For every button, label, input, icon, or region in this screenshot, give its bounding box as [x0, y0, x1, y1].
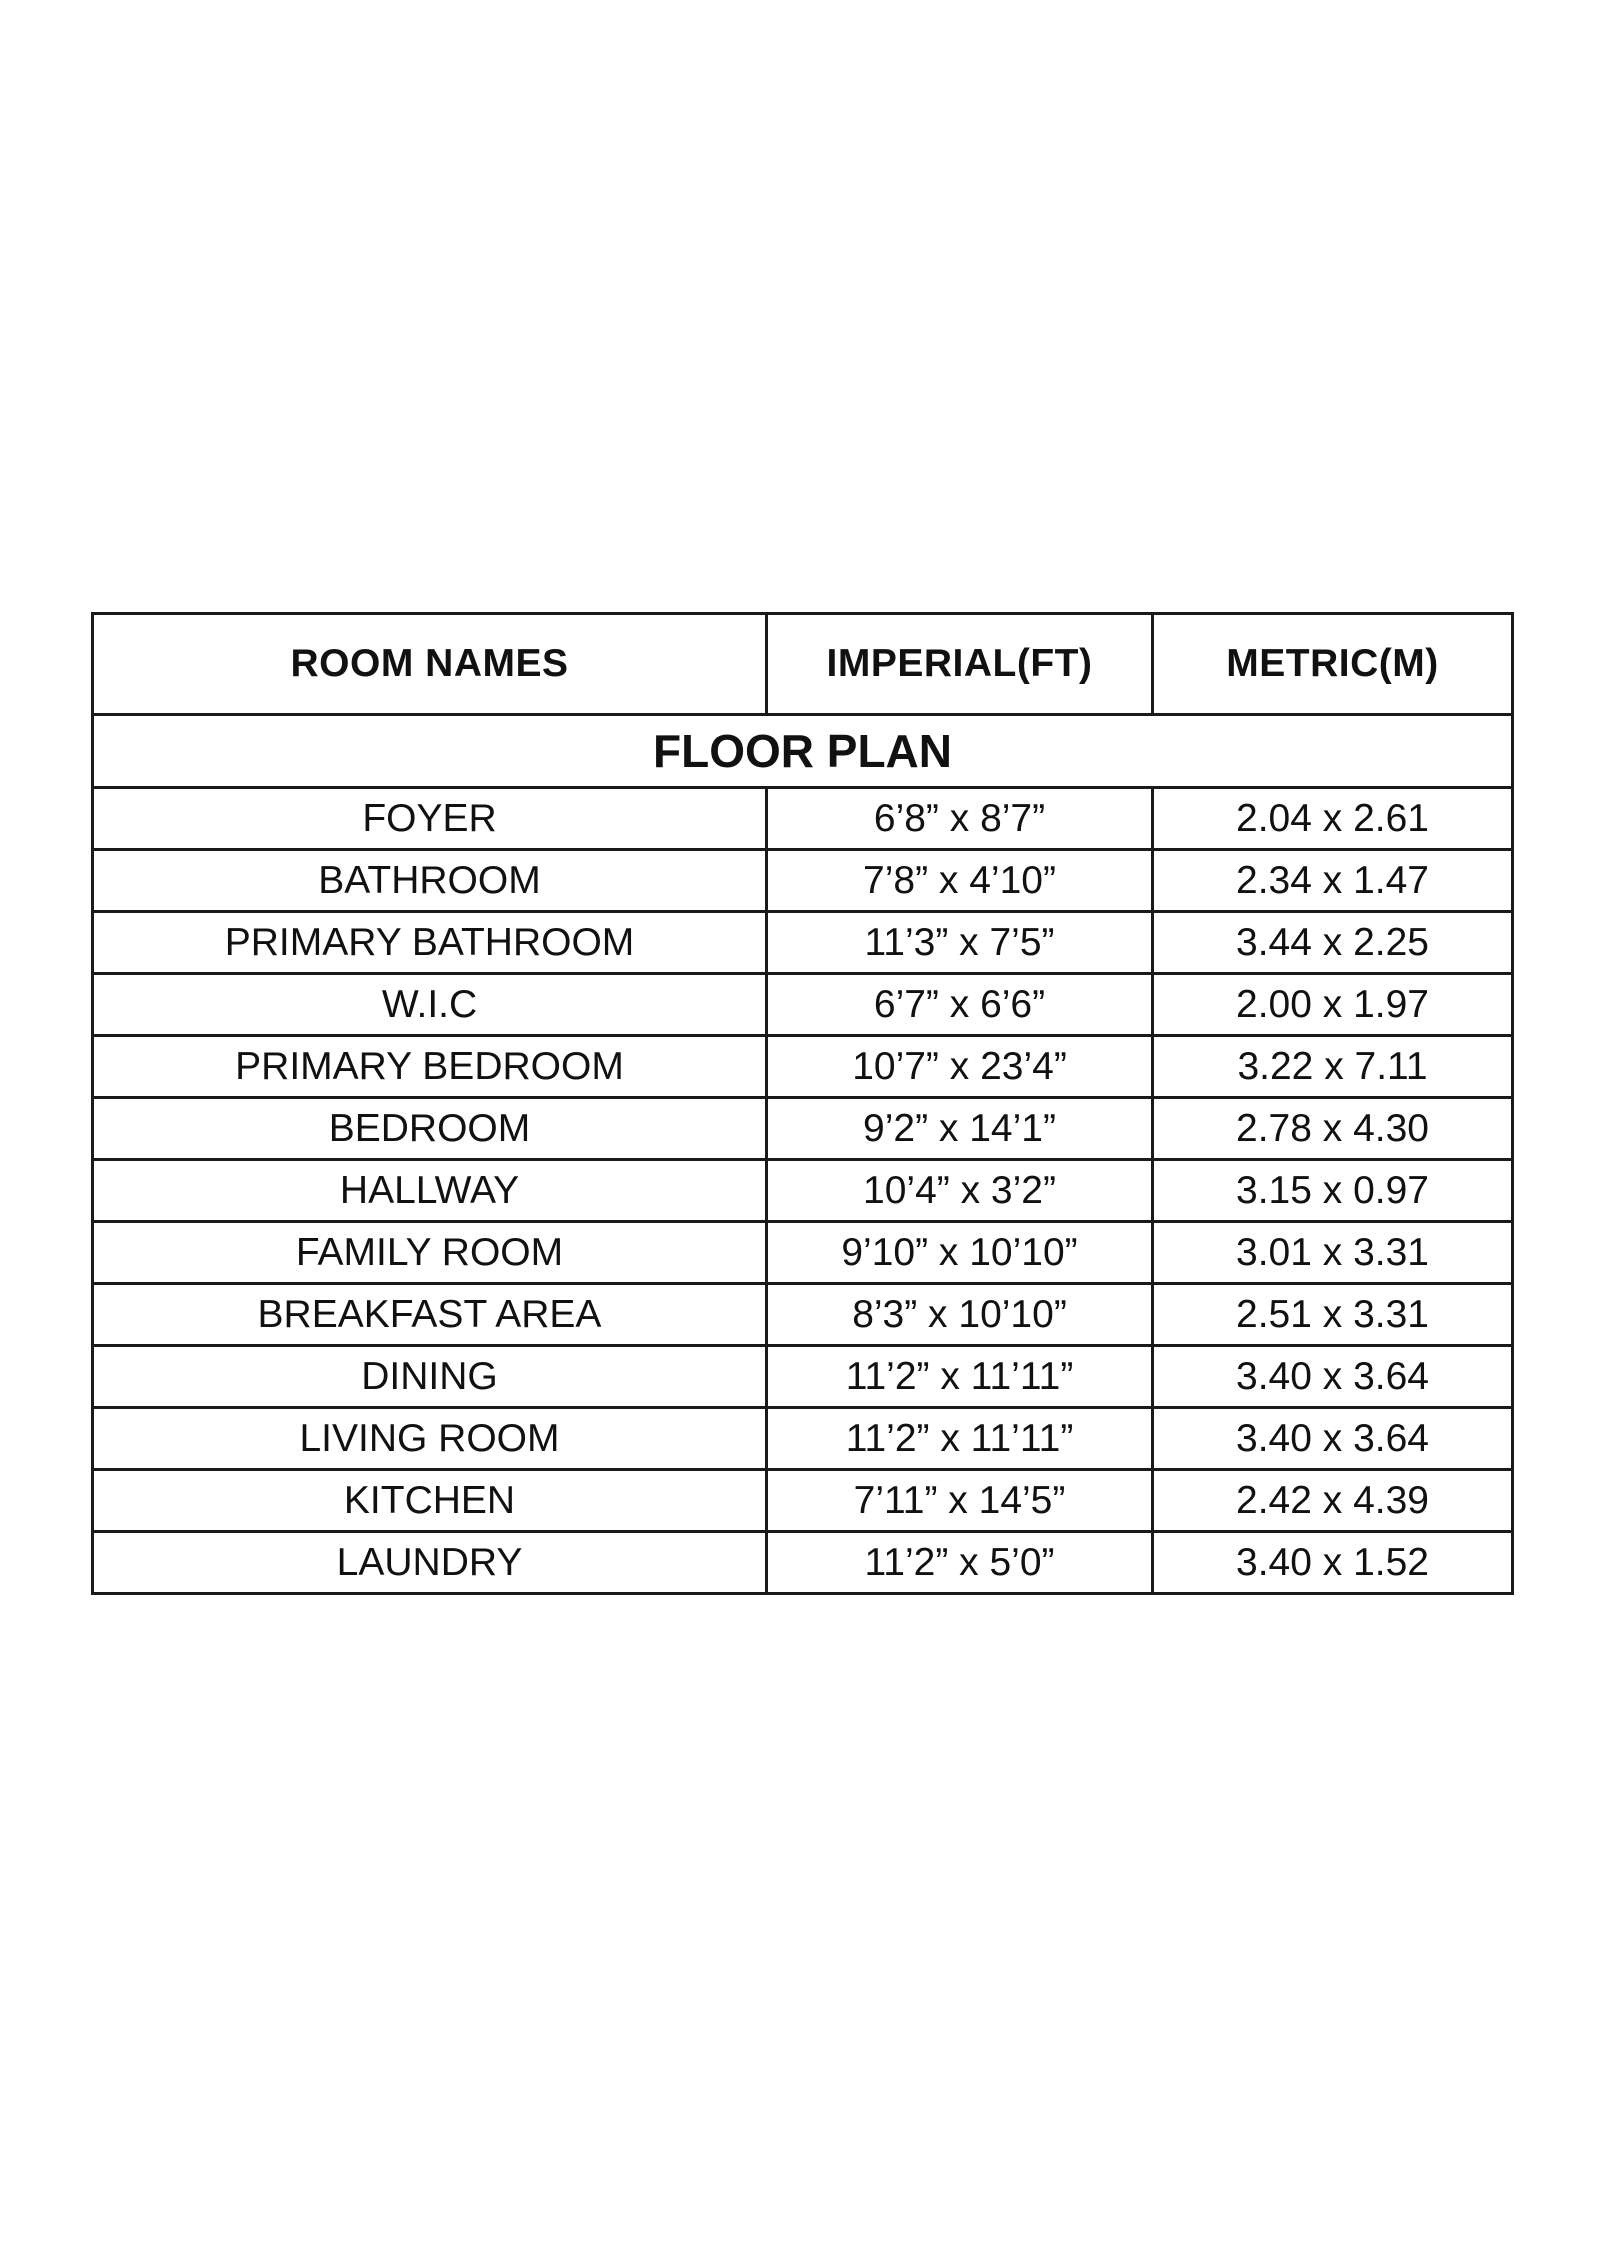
imperial-cell: 10’7” x 23’4” — [767, 1036, 1153, 1098]
room-name-cell: LAUNDRY — [93, 1532, 767, 1594]
header-imperial: IMPERIAL(FT) — [767, 614, 1153, 715]
metric-cell: 2.51 x 3.31 — [1153, 1284, 1513, 1346]
table-row — [93, 1036, 1513, 1098]
room-name-cell: KITCHEN — [93, 1470, 767, 1532]
metric-cell: 2.04 x 2.61 — [1153, 788, 1513, 850]
table-header — [93, 614, 1513, 715]
imperial-cell: 7’11” x 14’5” — [767, 1470, 1153, 1532]
room-name-cell: LIVING ROOM — [93, 1408, 767, 1470]
header-room-names: ROOM NAMES — [93, 614, 767, 715]
room-name-cell: W.I.C — [93, 974, 767, 1036]
metric-cell: 2.42 x 4.39 — [1153, 1470, 1513, 1532]
table-row — [93, 912, 1513, 974]
room-name-cell: FAMILY ROOM — [93, 1222, 767, 1284]
room-dimensions-table — [91, 612, 1514, 1595]
metric-cell: 3.22 x 7.11 — [1153, 1036, 1513, 1098]
metric-cell: 3.40 x 1.52 — [1153, 1532, 1513, 1594]
section-title: FLOOR PLAN — [93, 715, 1513, 788]
table-row — [93, 1098, 1513, 1160]
room-name-cell: BATHROOM — [93, 850, 767, 912]
room-name-cell: BEDROOM — [93, 1098, 767, 1160]
table-row — [93, 1532, 1513, 1594]
imperial-cell: 11’2” x 5’0” — [767, 1532, 1153, 1594]
imperial-cell: 7’8” x 4’10” — [767, 850, 1153, 912]
room-name-cell: PRIMARY BATHROOM — [93, 912, 767, 974]
metric-cell: 2.00 x 1.97 — [1153, 974, 1513, 1036]
metric-cell: 3.15 x 0.97 — [1153, 1160, 1513, 1222]
table-row — [93, 1160, 1513, 1222]
table-body — [93, 715, 1513, 1594]
imperial-cell: 6’8” x 8’7” — [767, 788, 1153, 850]
table-row — [93, 1346, 1513, 1408]
table-row — [93, 1470, 1513, 1532]
imperial-cell: 8’3” x 10’10” — [767, 1284, 1153, 1346]
metric-cell: 3.01 x 3.31 — [1153, 1222, 1513, 1284]
room-name-cell: PRIMARY BEDROOM — [93, 1036, 767, 1098]
imperial-cell: 11’2” x 11’11” — [767, 1408, 1153, 1470]
room-name-cell: HALLWAY — [93, 1160, 767, 1222]
metric-cell: 3.40 x 3.64 — [1153, 1346, 1513, 1408]
header-metric: METRIC(M) — [1153, 614, 1513, 715]
table-row — [93, 974, 1513, 1036]
room-name-cell: DINING — [93, 1346, 767, 1408]
section-row — [93, 715, 1513, 788]
table-row — [93, 1284, 1513, 1346]
metric-cell: 3.40 x 3.64 — [1153, 1408, 1513, 1470]
imperial-cell: 6’7” x 6’6” — [767, 974, 1153, 1036]
room-name-cell: FOYER — [93, 788, 767, 850]
imperial-cell: 9’2” x 14’1” — [767, 1098, 1153, 1160]
imperial-cell: 10’4” x 3’2” — [767, 1160, 1153, 1222]
table-row — [93, 1222, 1513, 1284]
table-row — [93, 1408, 1513, 1470]
metric-cell: 3.44 x 2.25 — [1153, 912, 1513, 974]
imperial-cell: 11’3” x 7’5” — [767, 912, 1153, 974]
metric-cell: 2.34 x 1.47 — [1153, 850, 1513, 912]
imperial-cell: 9’10” x 10’10” — [767, 1222, 1153, 1284]
header-row — [93, 614, 1513, 715]
metric-cell: 2.78 x 4.30 — [1153, 1098, 1513, 1160]
table-row — [93, 850, 1513, 912]
room-name-cell: BREAKFAST AREA — [93, 1284, 767, 1346]
imperial-cell: 11’2” x 11’11” — [767, 1346, 1153, 1408]
table-row — [93, 788, 1513, 850]
